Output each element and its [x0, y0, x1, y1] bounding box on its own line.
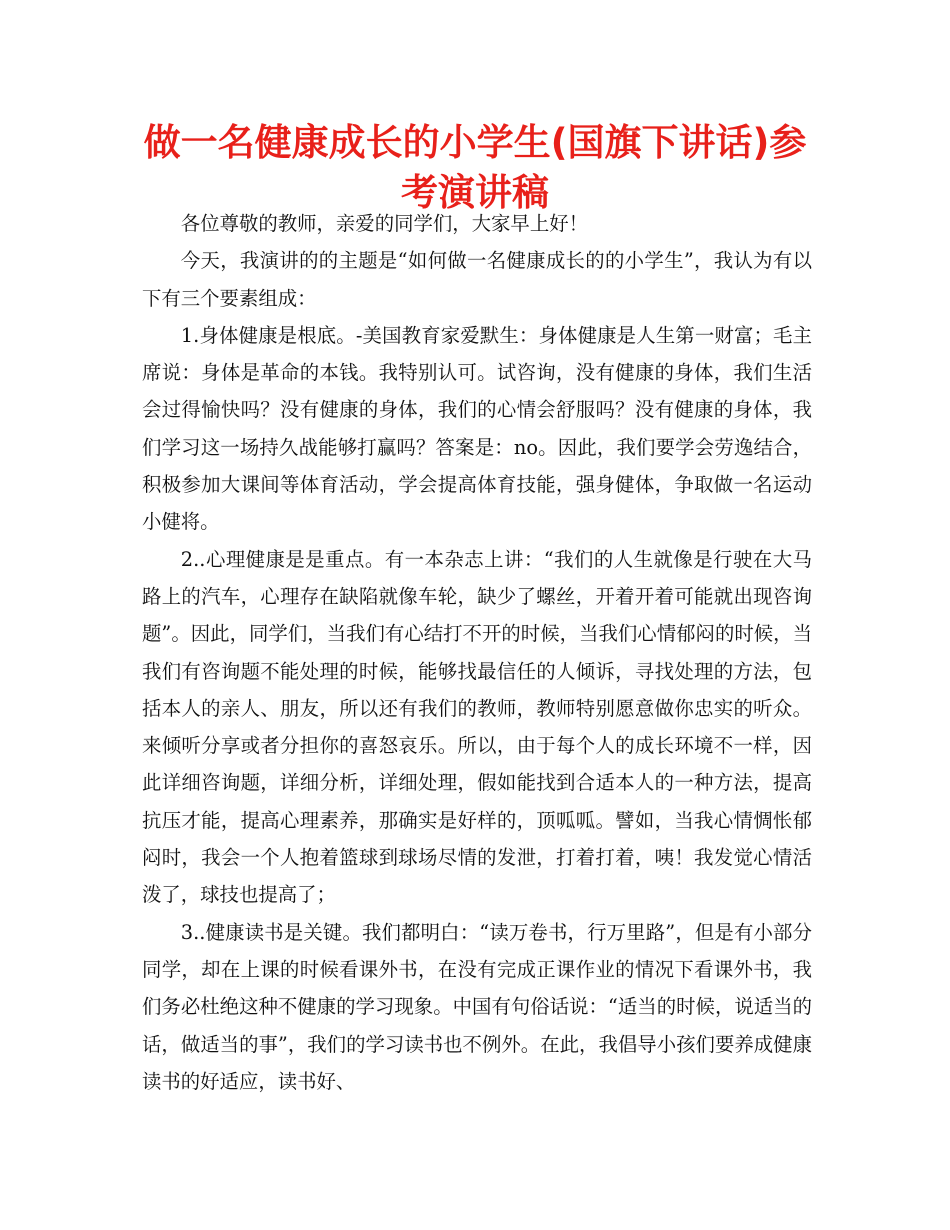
paragraph-physical-health: 1.身体健康是根底。-美国教育家爱默生：身体健康是人生第一财富；毛主席说：身体是革命的本钱。我特别认可。试咨询，没有健康的身体，我们生活会过得愉快吗？没有健康的身体，我们的心情会舒服吗？没有健康的身体，我们学习这一场持久战能够打赢吗？答案是：no。因此，我们要学会劳逸结合，积极参加大课间等体育活动，学会提高体育技能，强身健体，争取做一名运动小健将。	[142, 323, 812, 534]
paragraph-greeting: 各位尊敬的教师，亲爱的同学们，大家早上好！	[180, 212, 588, 235]
paragraph-topic: 今天，我演讲的的主题是“如何做一名健康成长的的小学生”，我认为有以下有三个要素组成：	[142, 249, 812, 310]
document-title: 做一名健康成长的小学生(国旗下讲话)参考演讲稿	[143, 121, 807, 214]
paragraph-healthy-reading: 3..健康读书是关键。我们都明白：“读万卷书，行万里路”，但是有小部分同学，却在上课的时候看课外书，在没有完成正课作业的情况下看课外书，我们务必杜绝这种不健康的学习现象。中国有句俗话说：“适当的时候，说适当的话，做适当的事”，我们的学习读书也不例外。在此，我倡导小孩们要养成健康读书的好适应，读书好、	[142, 920, 812, 1093]
paragraph-mental-health: 2..心理健康是是重点。有一本杂志上讲：“我们的人生就像是行驶在大马路上的汽车，心理存在缺陷就像车轮，缺少了螺丝，开着开着可能就出现咨询题”。因此，同学们，当我们有心结打不开的时候，当我们心情郁闷的时候，当我们有咨询题不能处理的时候，能够找最信任的人倾诉，寻找处理的方法，包括本人的亲人、朋友，所以还有我们的教师，教师特别愿意做你忠实的听众。来倾听分享或者分担你的喜怒哀乐。所以，由于每个人的成长环境不一样，因此详细咨询题，详细分析，详细处理，假如能找到合适本人的一种方法，提高抗压才能，提高心理素养，那确实是好样的，顶呱呱。譬如，当我心情惆怅郁闷时，我会一个人抱着篮球到球场尽情的发泄，打着打着，咦！我发觉心情活泼了，球技也提高了；	[142, 547, 812, 907]
document-body	[142, 205, 812, 1100]
